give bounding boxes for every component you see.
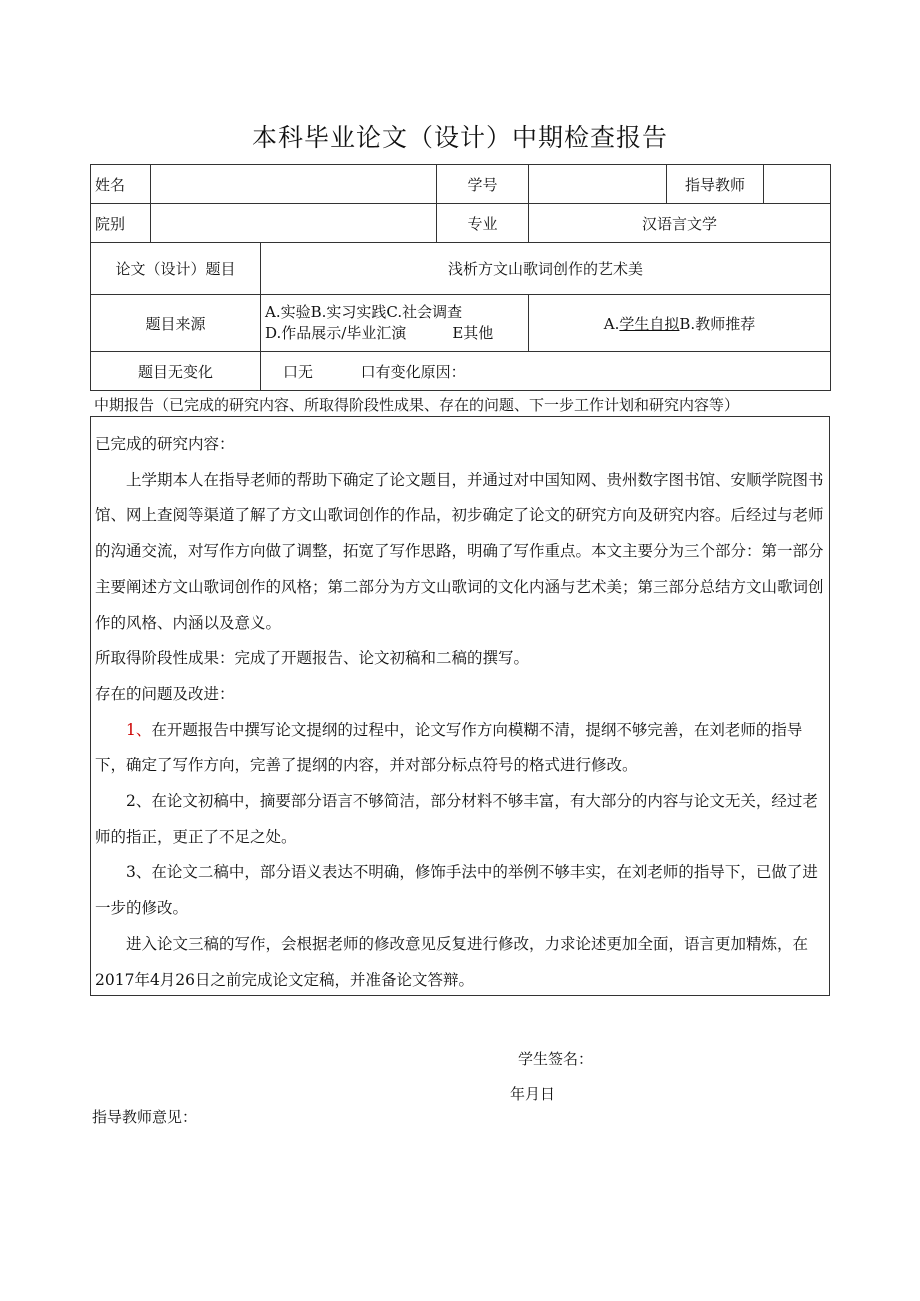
advisor-field[interactable] (764, 165, 830, 203)
dept-field[interactable] (151, 204, 437, 243)
info-table (90, 164, 831, 391)
source-choice-selected: 学生自拟 (619, 314, 680, 333)
student-id-field[interactable] (529, 165, 667, 204)
source-option-e: E其他 (452, 324, 494, 342)
sign-date: 年月日 (510, 1085, 556, 1103)
topic-value: 浅析方文山歌词创作的艺术美 (261, 243, 831, 295)
problem-3: 3、在论文二稿中，部分语义表达不明确，修饰手法中的举例不够丰实，在刘老师的指导下，已做了进一步的修改。 (95, 863, 818, 918)
student-id-label: 学号 (437, 165, 529, 204)
source-label: 题目来源 (91, 295, 261, 352)
advisor-opinion: 指导教师意见： (92, 1108, 198, 1126)
problem-2: 2、在论文初稿中，摘要部分语言不够简洁，部分材料不够丰富，有大部分的内容与论文无关，经过老师的指正，更正了不足之处。 (95, 792, 818, 846)
completed-label: 已完成的研究内容： (95, 435, 235, 453)
problem-1-num: 1、 (126, 720, 152, 739)
change-option-changed[interactable]: 口有变化原因： (360, 362, 466, 381)
source-options-line1: A.实验B.实习实践C.社会调查 (265, 303, 463, 321)
major-label: 专业 (437, 204, 529, 243)
name-label: 姓名 (91, 165, 151, 204)
source-choice-b: B.教师推荐 (679, 314, 756, 333)
change-label: 题目无变化 (91, 352, 261, 391)
change-options (261, 352, 831, 391)
source-choice (529, 295, 831, 352)
page-title: 本科毕业论文（设计）中期检查报告 (251, 123, 668, 152)
advisor-label: 指导教师 (667, 165, 764, 203)
report-heading: 中期报告（已完成的研究内容、所取得阶段性成果、存在的问题、下一步工作计划和研究内容等） (94, 396, 740, 414)
source-options (261, 295, 529, 352)
name-field[interactable] (151, 165, 437, 204)
completed-text: 上学期本人在指导老师的帮助下确定了论文题目，并通过对中国知网、贵州数字图书馆、安顺学院图书馆、网上查阅等渠道了解了方文山歌词创作的作品，初步确定了论文的研究方向及研究内容。后经过与老师的沟通交流，对写作方向做了调整，拓宽了写作思路，明确了写作重点。本文主要分为三个部分：第一部分主要阐述方文山歌词创作的风格；第二部分为方文山歌词的文化内涵与艺术美；第三部分总结方文山歌词创作的风格、内涵以及意义。 (95, 470, 824, 632)
major-value: 汉语言文学 (529, 204, 831, 243)
source-options-line2a: D.作品展示/毕业汇演 (265, 324, 407, 342)
achievements: 所取得阶段性成果：完成了开题报告、论文初稿和二稿的撰写。 (95, 649, 530, 668)
problem-1-text: 在开题报告中撰写论文提纲的过程中，论文写作方向模糊不清，提纲不够完善，在刘老师的指导下，确定了写作方向，完善了提纲的内容，并对部分标点符号的格式进行修改。 (95, 720, 803, 775)
source-choice-a: A. (603, 314, 620, 333)
student-signature: 学生签名： (518, 1050, 594, 1068)
change-option-none[interactable]: 口无 (283, 362, 314, 381)
problem-1 (95, 713, 827, 784)
plan-text: 进入论文三稿的写作，会根据老师的修改意见反复进行修改，力求论述更加全面，语言更加精炼，在2017年4月26日之前完成论文定稿，并准备论文答辩。 (95, 934, 809, 989)
report-box (90, 416, 830, 996)
problems-label: 存在的问题及改进： (95, 684, 235, 703)
dept-label: 院别 (91, 204, 151, 243)
topic-label: 论文（设计）题目 (91, 243, 261, 295)
